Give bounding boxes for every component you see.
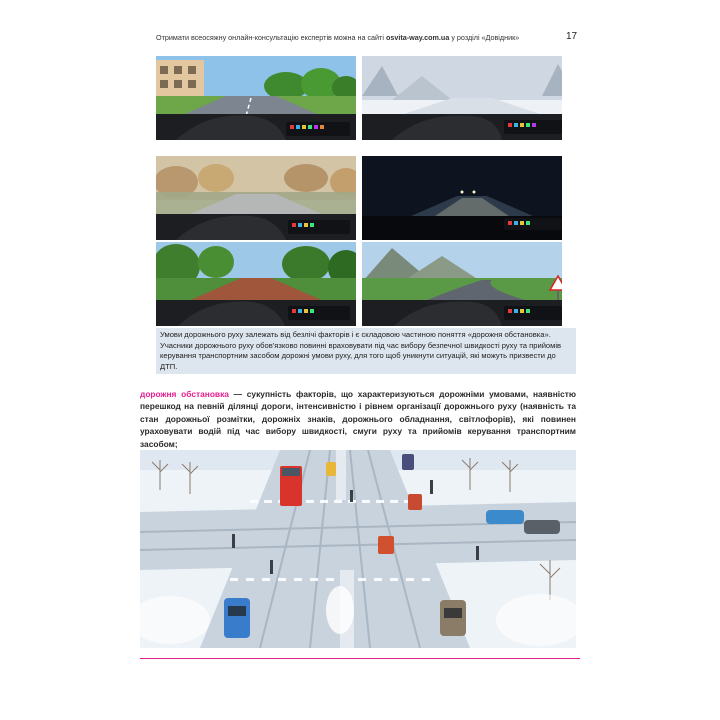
- photo-autumn-fog: [156, 156, 356, 240]
- header-text-after: у розділі «Довідник»: [449, 33, 520, 42]
- photo-night-road: [362, 156, 562, 240]
- page-header: [156, 33, 576, 42]
- header-text-before: Отримати всеосяжну онлайн-консультацію експертів можна на сайті: [156, 33, 386, 42]
- definition-term: дорожня обстановка: [140, 389, 229, 399]
- header-site-link[interactable]: osvita-way.com.ua: [385, 33, 450, 42]
- section-divider: [140, 658, 580, 659]
- winter-intersection-illustration: [140, 450, 576, 648]
- page-number: 17: [566, 31, 578, 42]
- photo-caption: Умови дорожнього руху залежать від безлічі факторів і є складовою частиною поняття «дорожня обстановка». Учасники дорожнього руху обов'язково повинні враховувати під час вибору безпечної швидкості руху та прийомів керування транспортним засобом дорожні умови руху, для того щоб уникнути ситуацій, які можуть призвести до ДТП.: [160, 330, 562, 371]
- photo-snowy-forest: [362, 56, 562, 140]
- photo-forest-dirt-road: [156, 242, 356, 326]
- photo-mountain-road: [362, 242, 562, 326]
- driving-conditions-photo-grid: [156, 56, 576, 328]
- photo-city-summer: [156, 56, 356, 140]
- definition-paragraph: [140, 388, 576, 450]
- definition-text: — сукупність факторів, що характеризуються дорожніми умовами, наявністю перешкод на певній ділянці дороги, інтенсивністю і рівнем організації дорожнього руху (наявність та стан дорожньої розмітки, дорожніх знаків, дорожнього обладнання, світлофорів), які повинен ураховувати водій під час вибору швидкості, смуги руху та прийомів керування транспортним засобом;: [140, 389, 576, 449]
